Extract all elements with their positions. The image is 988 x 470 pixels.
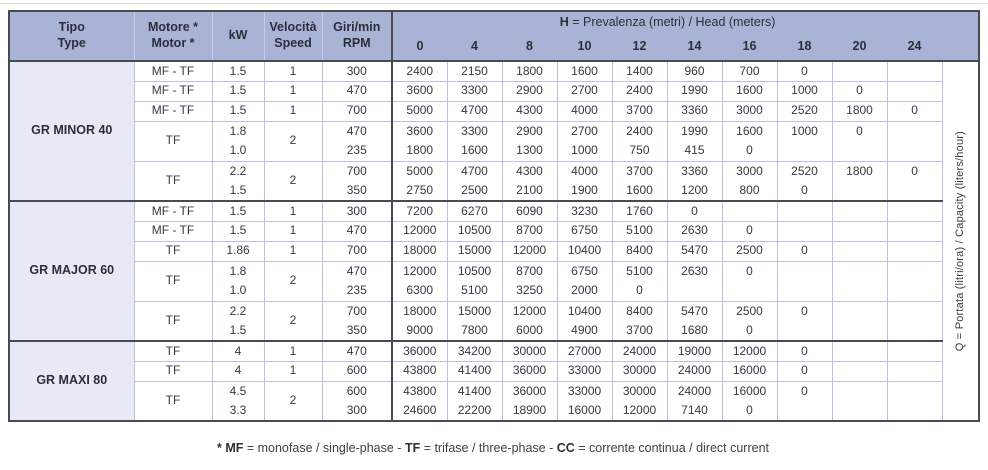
speed-cell: 2 (264, 301, 322, 341)
footnote-term: TF (404, 441, 421, 455)
kw-cell: 1.5 (212, 101, 264, 121)
table-row (9, 221, 979, 241)
capacity-value-cell: 2630 (667, 221, 722, 241)
capacity-value-cell: 41400 (447, 361, 502, 381)
capacity-value-cell: 5000 (392, 161, 447, 181)
capacity-value-cell: 0 (777, 241, 832, 261)
capacity-value-cell: 8400 (612, 241, 667, 261)
table-row (9, 361, 979, 381)
capacity-value-cell: 0 (667, 201, 722, 221)
capacity-value-cell (832, 301, 887, 321)
motor-type-cell: MF - TF (134, 221, 212, 241)
header-head-title-text: = Prevalenza (metri) / Head (meters) (568, 15, 776, 30)
capacity-value-cell: 0 (887, 101, 942, 121)
header-capacity-spacer (942, 11, 979, 61)
speed-cell: 2 (264, 161, 322, 201)
capacity-value-cell (777, 321, 832, 341)
capacity-value-cell: 10400 (557, 241, 612, 261)
capacity-value-cell (832, 201, 887, 221)
speed-cell: 2 (264, 121, 322, 161)
header-rpm-en: RPM (342, 36, 371, 50)
capacity-value-cell (887, 381, 942, 401)
rpm-cell: 700 (322, 241, 392, 261)
kw-cell: 2.2 (212, 301, 264, 321)
capacity-value-cell: 6300 (392, 281, 447, 301)
capacity-value-cell: 12000 (722, 341, 777, 361)
header-head-col: 12 (612, 34, 667, 61)
header-rpm (322, 11, 392, 61)
capacity-value-cell: 750 (612, 141, 667, 161)
capacity-value-cell: 7200 (392, 201, 447, 221)
capacity-value-cell: 2000 (557, 281, 612, 301)
capacity-value-cell (777, 281, 832, 301)
capacity-value-cell: 3230 (557, 201, 612, 221)
footnote-text: = monofase / single-phase - (243, 441, 405, 455)
capacity-value-cell: 34200 (447, 341, 502, 361)
pump-model-cell: GR MAJOR 60 (9, 201, 134, 341)
speed-cell: 2 (264, 261, 322, 301)
capacity-value-cell: 1600 (557, 61, 612, 81)
capacity-value-cell: 2700 (557, 121, 612, 141)
capacity-value-cell: 1800 (502, 61, 557, 81)
header-head-title (392, 11, 942, 34)
capacity-value-cell (887, 281, 942, 301)
capacity-value-cell: 24000 (612, 341, 667, 361)
capacity-value-cell: 8700 (502, 261, 557, 281)
table-row (9, 341, 979, 361)
header-head-col: 8 (502, 34, 557, 61)
capacity-value-cell: 0 (887, 161, 942, 181)
kw-cell: 1.8 (212, 121, 264, 141)
capacity-value-cell: 4300 (502, 161, 557, 181)
capacity-value-cell: 3360 (667, 161, 722, 181)
header-head-col: 24 (887, 34, 942, 61)
kw-cell: 1.5 (212, 221, 264, 241)
speed-cell: 1 (264, 61, 322, 81)
capacity-value-cell: 2150 (447, 61, 502, 81)
capacity-value-cell: 43800 (392, 361, 447, 381)
capacity-value-cell: 41400 (447, 381, 502, 401)
capacity-value-cell: 18000 (392, 301, 447, 321)
motor-type-cell: TF (134, 241, 212, 261)
capacity-value-cell: 6090 (502, 201, 557, 221)
table-row (9, 121, 979, 141)
capacity-value-cell: 0 (722, 221, 777, 241)
speed-cell: 1 (264, 201, 322, 221)
footnote-term: * MF (216, 441, 244, 455)
capacity-value-cell: 7800 (447, 321, 502, 341)
capacity-value-cell: 6270 (447, 201, 502, 221)
capacity-value-cell: 3700 (612, 161, 667, 181)
capacity-value-cell: 1600 (447, 141, 502, 161)
capacity-value-cell: 2520 (777, 161, 832, 181)
capacity-value-cell (832, 341, 887, 361)
table-row (9, 81, 979, 101)
motor-type-cell: MF - TF (134, 101, 212, 121)
capacity-value-cell (722, 201, 777, 221)
capacity-value-cell: 1760 (612, 201, 667, 221)
header-speed-en: Speed (274, 36, 312, 50)
capacity-value-cell: 3700 (612, 101, 667, 121)
capacity-value-cell: 3700 (612, 321, 667, 341)
capacity-value-cell: 12000 (502, 241, 557, 261)
speed-cell: 1 (264, 341, 322, 361)
rpm-cell: 235 (322, 141, 392, 161)
capacity-value-cell: 36000 (392, 341, 447, 361)
capacity-value-cell: 1200 (667, 181, 722, 201)
table-row (9, 161, 979, 181)
motor-type-cell: TF (134, 381, 212, 421)
footnote-term: CC (556, 441, 575, 455)
header-speed-it: Velocità (269, 20, 317, 35)
capacity-value-cell: 5470 (667, 301, 722, 321)
rpm-cell: 700 (322, 301, 392, 321)
capacity-value-cell: 15000 (447, 301, 502, 321)
capacity-value-cell: 4700 (447, 161, 502, 181)
rpm-cell: 600 (322, 381, 392, 401)
capacity-value-cell (832, 321, 887, 341)
kw-cell: 1.5 (212, 181, 264, 201)
speed-cell: 2 (264, 381, 322, 421)
capacity-value-cell: 10500 (447, 221, 502, 241)
header-speed (264, 11, 322, 61)
motor-type-cell: TF (134, 301, 212, 341)
capacity-value-cell (887, 321, 942, 341)
capacity-value-cell: 27000 (557, 341, 612, 361)
motor-type-cell: MF - TF (134, 81, 212, 101)
capacity-value-cell: 1680 (667, 321, 722, 341)
capacity-value-cell: 6750 (557, 221, 612, 241)
pump-model-cell: GR MINOR 40 (9, 61, 134, 201)
rpm-cell: 300 (322, 61, 392, 81)
header-head-col: 18 (777, 34, 832, 61)
capacity-value-cell: 1800 (832, 101, 887, 121)
capacity-value-cell: 9000 (392, 321, 447, 341)
capacity-value-cell: 4000 (557, 161, 612, 181)
capacity-value-cell: 8700 (502, 221, 557, 241)
capacity-value-cell: 2500 (722, 241, 777, 261)
capacity-value-cell: 36000 (502, 361, 557, 381)
capacity-value-cell: 2750 (392, 181, 447, 201)
capacity-value-cell: 0 (777, 61, 832, 81)
header-head-col: 20 (832, 34, 887, 61)
footnote (8, 441, 978, 455)
capacity-value-cell (832, 241, 887, 261)
header-motore-it: Motore * (148, 20, 198, 35)
rpm-cell: 600 (322, 361, 392, 381)
table-row (9, 381, 979, 401)
header-head-col: 10 (557, 34, 612, 61)
capacity-value-cell: 0 (832, 81, 887, 101)
rpm-cell: 350 (322, 181, 392, 201)
table-row (9, 241, 979, 261)
capacity-value-cell: 0 (777, 301, 832, 321)
capacity-value-cell: 43800 (392, 381, 447, 401)
rpm-cell: 350 (322, 321, 392, 341)
capacity-value-cell: 800 (722, 181, 777, 201)
page-top-rule (0, 3, 988, 4)
capacity-value-cell (887, 361, 942, 381)
capacity-value-cell: 0 (777, 381, 832, 401)
capacity-value-cell: 415 (667, 141, 722, 161)
motor-type-cell: TF (134, 261, 212, 301)
capacity-value-cell (832, 261, 887, 281)
capacity-value-cell: 1600 (612, 181, 667, 201)
table-row (9, 301, 979, 321)
capacity-value-cell: 12000 (392, 221, 447, 241)
capacity-value-cell: 5100 (447, 281, 502, 301)
kw-cell: 1.5 (212, 61, 264, 81)
capacity-value-cell: 0 (722, 261, 777, 281)
capacity-value-cell (832, 401, 887, 421)
motor-type-cell: TF (134, 161, 212, 201)
capacity-value-cell (887, 81, 942, 101)
capacity-value-cell: 4700 (447, 101, 502, 121)
header-head-col: 0 (392, 34, 447, 61)
capacity-value-cell (667, 281, 722, 301)
capacity-value-cell: 18000 (392, 241, 447, 261)
capacity-value-cell: 16000 (722, 361, 777, 381)
capacity-value-cell: 16000 (557, 401, 612, 421)
capacity-value-cell (777, 221, 832, 241)
motor-type-cell: MF - TF (134, 61, 212, 81)
speed-cell: 1 (264, 101, 322, 121)
header-head-title-symbol: H (559, 15, 569, 30)
capacity-value-cell: 3300 (447, 81, 502, 101)
capacity-value-cell: 4000 (557, 101, 612, 121)
kw-cell: 1.86 (212, 241, 264, 261)
header-kw: kW (212, 11, 264, 61)
capacity-value-cell: 6000 (502, 321, 557, 341)
capacity-value-cell (832, 141, 887, 161)
kw-cell: 4.5 (212, 381, 264, 401)
pump-spec-table (8, 10, 980, 422)
capacity-value-cell: 8400 (612, 301, 667, 321)
capacity-value-cell (887, 221, 942, 241)
capacity-value-cell (777, 201, 832, 221)
capacity-value-cell (887, 401, 942, 421)
kw-cell: 1.5 (212, 321, 264, 341)
capacity-value-cell (887, 261, 942, 281)
capacity-value-cell: 2900 (502, 121, 557, 141)
kw-cell: 1.0 (212, 281, 264, 301)
capacity-value-cell (832, 281, 887, 301)
capacity-value-cell: 4300 (502, 101, 557, 121)
kw-cell: 1.8 (212, 261, 264, 281)
capacity-value-cell: 12000 (612, 401, 667, 421)
rpm-cell: 470 (322, 81, 392, 101)
table-row (9, 261, 979, 281)
footnote-text: = corrente continua / direct current (574, 441, 770, 455)
capacity-value-cell: 1000 (777, 121, 832, 141)
rpm-cell: 700 (322, 101, 392, 121)
capacity-value-cell: 12000 (502, 301, 557, 321)
capacity-value-cell: 2520 (777, 101, 832, 121)
capacity-value-cell: 1600 (722, 81, 777, 101)
rpm-cell: 300 (322, 201, 392, 221)
capacity-value-cell: 24600 (392, 401, 447, 421)
capacity-value-cell: 0 (722, 141, 777, 161)
capacity-value-cell: 3250 (502, 281, 557, 301)
kw-cell: 3.3 (212, 401, 264, 421)
motor-type-cell: TF (134, 341, 212, 361)
capacity-value-cell: 30000 (612, 361, 667, 381)
capacity-value-cell: 2500 (722, 301, 777, 321)
capacity-value-cell: 0 (832, 121, 887, 141)
capacity-value-cell: 1990 (667, 81, 722, 101)
header-tipo-it: Tipo (58, 20, 85, 35)
capacity-axis-label-cell (942, 61, 979, 421)
capacity-value-cell (832, 361, 887, 381)
capacity-value-cell (832, 381, 887, 401)
table-body (9, 61, 979, 421)
capacity-value-cell (887, 121, 942, 141)
kw-cell: 1.5 (212, 81, 264, 101)
motor-type-cell: MF - TF (134, 201, 212, 221)
capacity-value-cell (777, 261, 832, 281)
speed-cell: 1 (264, 221, 322, 241)
table-row (9, 101, 979, 121)
capacity-value-cell (832, 181, 887, 201)
capacity-value-cell: 33000 (557, 361, 612, 381)
capacity-value-cell: 5000 (392, 101, 447, 121)
capacity-value-cell: 0 (612, 281, 667, 301)
kw-cell: 4 (212, 361, 264, 381)
capacity-value-cell (832, 61, 887, 81)
capacity-value-cell: 2100 (502, 181, 557, 201)
capacity-value-cell: 5470 (667, 241, 722, 261)
pump-model-cell: GR MAXI 80 (9, 341, 134, 421)
capacity-value-cell: 0 (777, 361, 832, 381)
table-header (9, 11, 979, 61)
table-row (9, 61, 979, 81)
capacity-value-cell: 0 (777, 341, 832, 361)
capacity-value-cell (722, 281, 777, 301)
capacity-value-cell: 30000 (612, 381, 667, 401)
capacity-value-cell (887, 141, 942, 161)
capacity-value-cell: 3360 (667, 101, 722, 121)
capacity-value-cell: 5100 (612, 261, 667, 281)
capacity-value-cell: 3600 (392, 121, 447, 141)
capacity-value-cell: 4900 (557, 321, 612, 341)
capacity-value-cell: 24000 (667, 381, 722, 401)
header-tipo (9, 11, 134, 61)
capacity-value-cell: 0 (777, 181, 832, 201)
kw-cell: 2.2 (212, 161, 264, 181)
capacity-value-cell: 22200 (447, 401, 502, 421)
speed-cell: 1 (264, 81, 322, 101)
capacity-value-cell: 1990 (667, 121, 722, 141)
capacity-value-cell (887, 201, 942, 221)
header-tipo-en: Type (57, 36, 86, 50)
header-head-col: 4 (447, 34, 502, 61)
capacity-value-cell (832, 221, 887, 241)
capacity-value-cell (777, 401, 832, 421)
capacity-value-cell: 3000 (722, 161, 777, 181)
capacity-value-cell: 33000 (557, 381, 612, 401)
rpm-cell: 235 (322, 281, 392, 301)
rpm-cell: 300 (322, 401, 392, 421)
capacity-value-cell: 3300 (447, 121, 502, 141)
capacity-axis-label: Q = Portata (litri/ora) / Capacity (liters/hour) (954, 130, 967, 352)
kw-cell: 1.5 (212, 201, 264, 221)
capacity-value-cell: 1600 (722, 121, 777, 141)
capacity-value-cell: 2400 (612, 121, 667, 141)
capacity-value-cell (887, 181, 942, 201)
capacity-value-cell: 16000 (722, 381, 777, 401)
capacity-value-cell: 19000 (667, 341, 722, 361)
capacity-value-cell (887, 301, 942, 321)
header-head-col: 14 (667, 34, 722, 61)
capacity-value-cell: 2500 (447, 181, 502, 201)
capacity-value-cell: 0 (722, 321, 777, 341)
header-motore-en: Motor * (151, 36, 195, 50)
capacity-value-cell (887, 341, 942, 361)
capacity-value-cell: 1300 (502, 141, 557, 161)
capacity-value-cell: 960 (667, 61, 722, 81)
capacity-value-cell: 10500 (447, 261, 502, 281)
capacity-value-cell: 1000 (557, 141, 612, 161)
capacity-value-cell: 6750 (557, 261, 612, 281)
capacity-value-cell: 1000 (777, 81, 832, 101)
capacity-value-cell: 3600 (392, 81, 447, 101)
capacity-value-cell: 5100 (612, 221, 667, 241)
kw-cell: 4 (212, 341, 264, 361)
capacity-value-cell: 12000 (392, 261, 447, 281)
header-rpm-it: Giri/min (333, 20, 381, 35)
capacity-value-cell: 30000 (502, 341, 557, 361)
kw-cell: 1.0 (212, 141, 264, 161)
capacity-value-cell (887, 61, 942, 81)
motor-type-cell: TF (134, 121, 212, 161)
capacity-value-cell: 700 (722, 61, 777, 81)
capacity-value-cell: 7140 (667, 401, 722, 421)
capacity-value-cell (777, 141, 832, 161)
capacity-value-cell: 2400 (612, 81, 667, 101)
capacity-value-cell: 1900 (557, 181, 612, 201)
capacity-value-cell: 15000 (447, 241, 502, 261)
rpm-cell: 470 (322, 121, 392, 141)
header-motore (134, 11, 212, 61)
capacity-value-cell: 18900 (502, 401, 557, 421)
capacity-value-cell: 1400 (612, 61, 667, 81)
table-row (9, 201, 979, 221)
speed-cell: 1 (264, 361, 322, 381)
capacity-value-cell: 2630 (667, 261, 722, 281)
capacity-value-cell: 1800 (392, 141, 447, 161)
motor-type-cell: TF (134, 361, 212, 381)
rpm-cell: 700 (322, 161, 392, 181)
capacity-value-cell: 10400 (557, 301, 612, 321)
capacity-value-cell: 24000 (667, 361, 722, 381)
rpm-cell: 470 (322, 221, 392, 241)
capacity-value-cell: 2400 (392, 61, 447, 81)
capacity-value-cell (887, 241, 942, 261)
capacity-value-cell: 1800 (832, 161, 887, 181)
header-head-col: 16 (722, 34, 777, 61)
rpm-cell: 470 (322, 341, 392, 361)
capacity-value-cell: 0 (722, 401, 777, 421)
capacity-value-cell: 2700 (557, 81, 612, 101)
capacity-value-cell: 36000 (502, 381, 557, 401)
rpm-cell: 470 (322, 261, 392, 281)
speed-cell: 1 (264, 241, 322, 261)
capacity-value-cell: 2900 (502, 81, 557, 101)
footnote-text: = trifase / three-phase - (420, 441, 557, 455)
capacity-value-cell: 3000 (722, 101, 777, 121)
